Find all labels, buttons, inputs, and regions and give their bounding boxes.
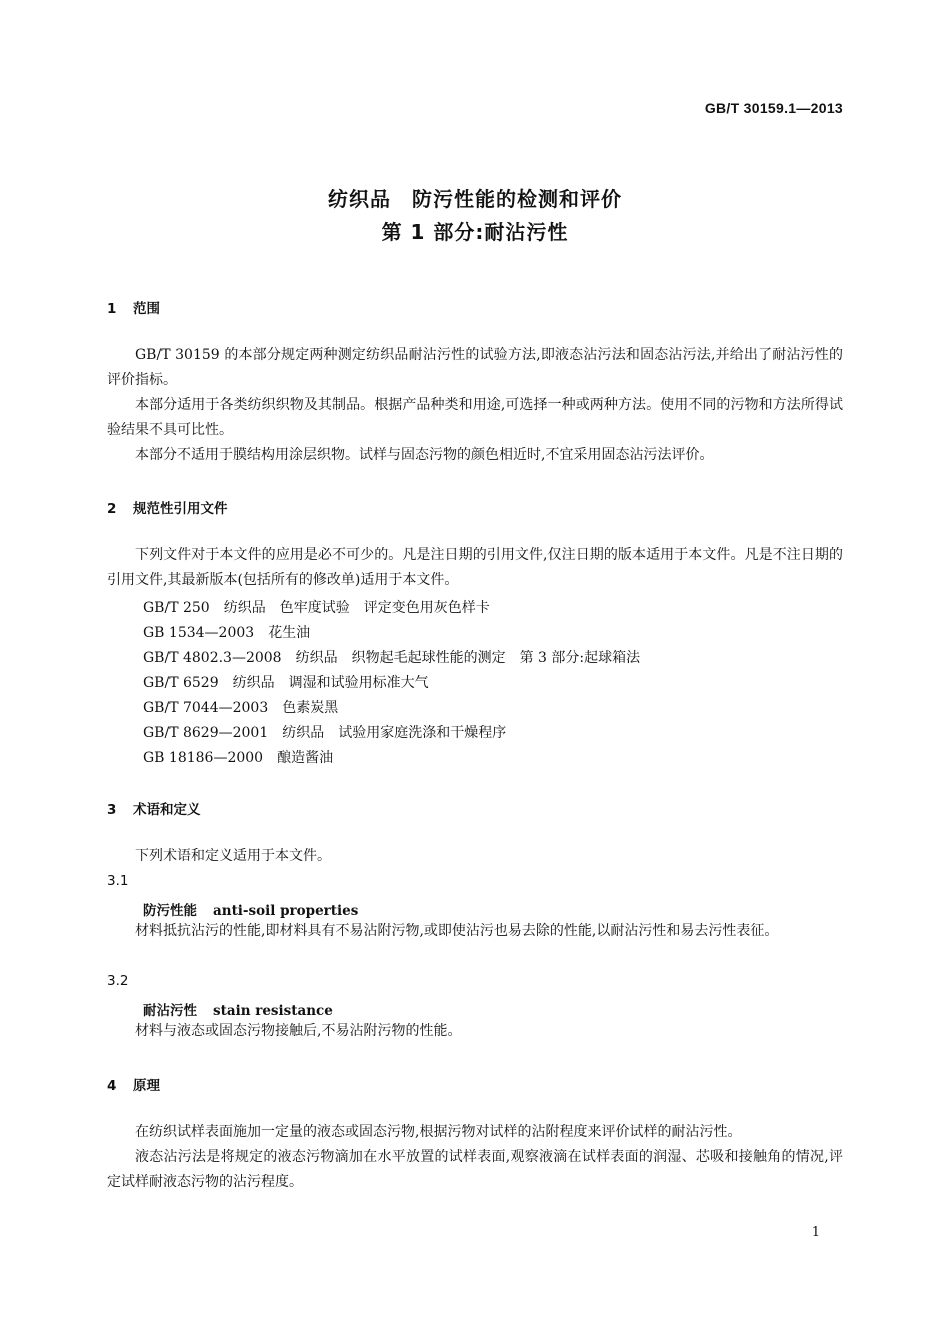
reference-item: [143, 647, 640, 667]
standard-code: GB/T 30159.1—2013: [704, 100, 843, 116]
section-2-body: [107, 543, 843, 593]
section-3-heading: [107, 798, 201, 818]
reference-item: [143, 747, 333, 767]
paragraph: 下列文件对于本文件的应用是必不可少的。凡是注日期的引用文件,仅注日期的版本适用于本文件。凡是不注日期的引用文件,其最新版本(包括所有的修改单)适用于本文件。: [107, 547, 843, 588]
reference-title: 酿造酱油: [277, 750, 334, 766]
reference-item: [143, 722, 506, 742]
paragraph: 液态沾污法是将规定的液态污物滴加在水平放置的试样表面,观察液滴在试样表面的润湿、芯吸和接触角的情况,评定试样耐液态污物的沾污程度。: [107, 1149, 843, 1190]
section-3-intro: [107, 844, 843, 869]
paragraph: 在纺织试样表面施加一定量的液态或固态污物,根据污物对试样的沾附程度来评价试样的耐沾污性。: [135, 1124, 742, 1140]
term-number: 3.2: [107, 973, 129, 989]
section-title: 原理: [133, 1078, 160, 1094]
section-2-heading: [107, 497, 228, 517]
reference-title: 色素炭黑: [282, 700, 339, 716]
reference-title: 纺织品 试验用家庭洗涤和干燥程序: [282, 725, 507, 741]
paragraph: 本部分不适用于膜结构用涂层织物。试样与固态污物的颜色相近时,不宜采用固态沾污法评价。: [135, 447, 714, 463]
section-4-heading: [107, 1074, 160, 1094]
section-1-heading: [107, 297, 160, 317]
reference-title: 纺织品 色牢度试验 评定变色用灰色样卡: [223, 600, 490, 616]
reference-item: [143, 597, 490, 617]
reference-item: [143, 622, 310, 642]
term-definition: [107, 1019, 843, 1044]
section-number: 3: [107, 802, 117, 818]
document-title-line1: 纺织品 防污性能的检测和评价: [328, 187, 622, 211]
section-title: 规范性引用文件: [133, 501, 228, 517]
reference-code: GB/T 7044—2003: [143, 700, 269, 716]
reference-item: [143, 697, 338, 717]
reference-code: GB 1534—2003: [143, 625, 255, 641]
term-zh: 耐沾污性: [143, 1003, 197, 1019]
term-zh: 防污性能: [143, 903, 197, 919]
reference-code: GB/T 4802.3—2008: [143, 650, 282, 666]
paragraph: 下列术语和定义适用于本文件。: [135, 848, 331, 864]
paragraph: 本部分适用于各类纺织织物及其制品。根据产品种类和用途,可选择一种或两种方法。使用不同的污物和方法所得试验结果不具可比性。: [107, 397, 843, 438]
term-definition: [107, 919, 843, 944]
section-number: 2: [107, 501, 117, 517]
reference-title: 花生油: [268, 625, 311, 641]
reference-code: GB 18186—2000: [143, 750, 264, 766]
term-en: anti-soil properties: [213, 903, 359, 919]
paragraph: GB/T 30159 的本部分规定两种测定纺织品耐沾污性的试验方法,即液态沾污法和固态沾污法,并给出了耐沾污性的评价指标。: [107, 347, 843, 388]
section-title: 术语和定义: [133, 802, 201, 818]
page-number: 1: [811, 1225, 820, 1240]
reference-title: 纺织品 调湿和试验用标准大气: [232, 675, 429, 691]
term-en: stain resistance: [213, 1003, 333, 1019]
section-title: 范围: [133, 301, 160, 317]
reference-code: GB/T 8629—2001: [143, 725, 269, 741]
section-number: 4: [107, 1078, 117, 1094]
reference-code: GB/T 6529: [143, 675, 219, 691]
section-1-body: [107, 343, 843, 468]
reference-title: 纺织品 织物起毛起球性能的测定 第 3 部分:起球箱法: [295, 650, 641, 666]
reference-code: GB/T 250: [143, 600, 210, 616]
section-4-body: [107, 1120, 843, 1195]
term-number: 3.1: [107, 873, 129, 889]
paragraph: 材料与液态或固态污物接触后,不易沾附污物的性能。: [135, 1023, 462, 1039]
paragraph: 材料抵抗沾污的性能,即材料具有不易沾附污物,或即使沾污也易去除的性能,以耐沾污性和易去污性表征。: [135, 923, 779, 939]
term-name: [143, 999, 333, 1019]
document-title-line2: 第 1 部分:耐沾污性: [381, 220, 569, 244]
reference-item: [143, 672, 429, 692]
section-number: 1: [107, 301, 117, 317]
term-name: [143, 899, 358, 919]
